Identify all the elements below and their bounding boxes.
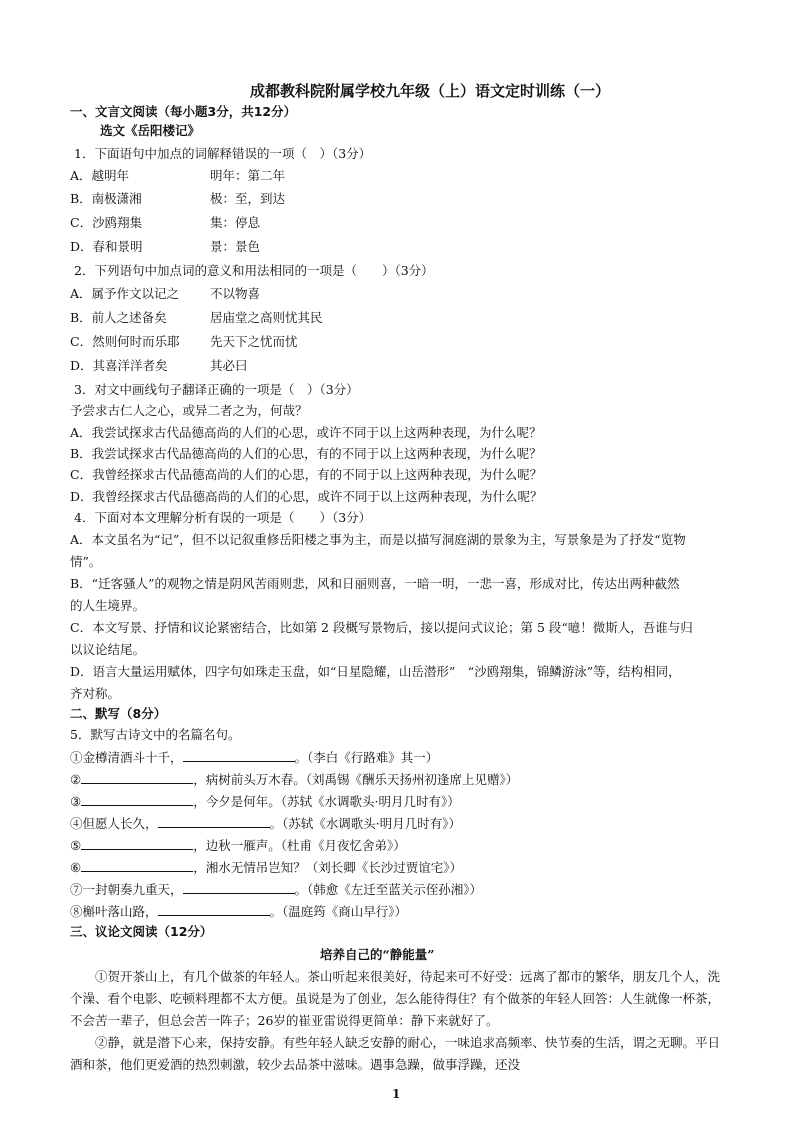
question-1-option-a: A．越明年 明年：第二年 (70, 168, 286, 183)
dictation-item: ⑧槲叶落山路， 。（温庭筠《商山早行》） (70, 904, 408, 919)
question-4-line: B．“迁客骚人”的观物之情是阴风苦雨则悲，风和日丽则喜，一暗一明，一悲一喜，形成对比，传达出两种截然 (70, 576, 680, 591)
question-3-option-a: A．我尝试探求古代品德高尚的人们的心思，或许不同于以上这两种表现，为什么呢？ (70, 425, 542, 440)
question-5-stem: 5．默写古诗文中的名篇名句。 (70, 727, 241, 742)
question-1-option-c: C．沙鸥翔集 集：停息 (70, 215, 261, 230)
question-4-line: A．本文虽名为“记”，但不以记叙重修岳阳楼之事为主，而是以描写洞庭湖的景象为主，写景象是为了抒发“览物 (70, 532, 686, 547)
question-2-option-d: D．其喜洋洋者矣 其必曰 (70, 358, 248, 373)
question-2-option-c: C．然则何时而乐耶 先天下之忧而忧 (70, 334, 298, 349)
question-3-quote: 予尝求古仁人之心，或异二者之为，何哉？ (70, 403, 308, 418)
essay-paragraph-2: ②静，就是潜下心来，保持安静。有些年轻人缺乏安静的耐心，一味追求高频率、快节奏的生活，谓之无聊。平日酒和茶，他们更爱酒的热烈刺激，较少去品茶中滋味。遇事急躁，做事浮躁，还没 (70, 1035, 721, 1072)
answer-blank[interactable] (183, 881, 295, 894)
question-2-stem: 2．下列语句中加点词的意义和用法相同的一项是（ ）（3分） (74, 263, 434, 278)
dictation-item: ⑦一封朝奏九重天， 。（韩愈《左迁至蓝关示侄孙湘》） (70, 882, 483, 897)
answer-blank[interactable] (81, 793, 193, 806)
answer-blank[interactable] (183, 749, 295, 762)
question-2-option-b: B．前人之述备矣 居庙堂之高则忧其民 (70, 310, 323, 325)
dictation-item: ② ，病树前头万木春。（刘禹锡《酬乐天扬州初逢席上见赠》） (70, 772, 519, 787)
page-title: 成都教科院附属学校九年级（上）语文定时训练（一） (250, 82, 611, 100)
dictation-item: ①金樽清酒斗十千， 。（李白《行路难》其一） (70, 750, 439, 765)
section-3-heading: 三、议论文阅读（12分） (70, 924, 213, 939)
dictation-item: ④但愿人长久， 。（苏轼《水调歌头·明月几时有》） (70, 816, 461, 831)
answer-blank[interactable] (81, 837, 193, 850)
essay-paragraph-1: ①贺开茶山上，有几个做茶的年轻人。茶山听起来很美好，待起来可不好受：远离了都市的繁华，朋友几个人，洗个澡、看个电影、吃顿料理都不太方便。虽说是为了创业，怎么能待得住？有个做茶的年轻人回答：人生就像一杯茶，不会苦一辈子，但总会苦一阵子；26岁的崔亚雷说得更简单：静下来就好了。 (70, 969, 721, 1028)
question-1-option-b: B．南极潇湘 极：至，到达 (70, 191, 286, 206)
question-3-option-c: C．我曾经探求古代品德高尚的人们的心思，有的不同于以上这两种表现，为什么呢？ (70, 467, 543, 482)
question-1-stem: 1．下面语句中加点的词解释错误的一项（ ）（3分） (74, 146, 372, 161)
question-4-line: 以议论结尾。 (70, 642, 146, 657)
section-2-heading: 二、默写（8分） (70, 706, 167, 721)
question-4-line: C．本文写景、抒情和议论紧密结合，比如第 2 段概写景物后，接以提问式议论；第 5 段“噫！微斯人，吾谁与归 (70, 620, 693, 635)
answer-blank[interactable] (158, 815, 270, 828)
answer-blank[interactable] (158, 903, 270, 916)
question-4-line: 的人生境界。 (70, 598, 146, 613)
dictation-item: ③ ，今夕是何年。（苏轼《水调歌头·明月几时有》） (70, 794, 460, 809)
answer-blank[interactable] (81, 771, 193, 784)
dictation-item: ⑥ ，湘水无情吊岂知？（刘长卿《长沙过贾谊宅》） (70, 860, 462, 875)
question-4-line: 齐对称。 (70, 686, 121, 701)
question-4-stem: 4．下面对本文理解分析有误的一项是（ ）（3分） (74, 510, 372, 525)
question-3-stem: 3．对文中画线句子翻译正确的一项是（ ）（3分） (74, 382, 359, 397)
question-4-line: D．语言大量运用赋体，四字句如珠走玉盘，如“日星隐耀，山岳潜形” “沙鸥翔集，锦鳞游泳”等，结构相同， (70, 664, 681, 679)
section-1-heading: 一、文言文阅读（每小题3分，共12分） (70, 104, 297, 119)
question-3-option-d: D．我曾经探求古代品德高尚的人们的心思，或许不同于以上这两种表现，为什么呢？ (70, 489, 543, 504)
question-4-line: 情”。 (70, 554, 102, 569)
answer-blank[interactable] (81, 859, 193, 872)
question-3-option-b: B．我尝试探求古代品德高尚的人们的心思，有的不同于以上这两种表现，为什么呢？ (70, 446, 542, 461)
question-2-option-a: A．属予作文以记之 不以物喜 (70, 286, 261, 301)
passage-label: 选文《岳阳楼记》 (100, 123, 201, 138)
dictation-item: ⑤ ，边秋一雁声。（杜甫《月夜忆舍弟》） (70, 838, 406, 853)
question-1-option-d: D．春和景明 景：景色 (70, 239, 261, 254)
essay-title: 培养自己的“静能量” (320, 947, 435, 962)
page-number: 1 (392, 1087, 401, 1101)
